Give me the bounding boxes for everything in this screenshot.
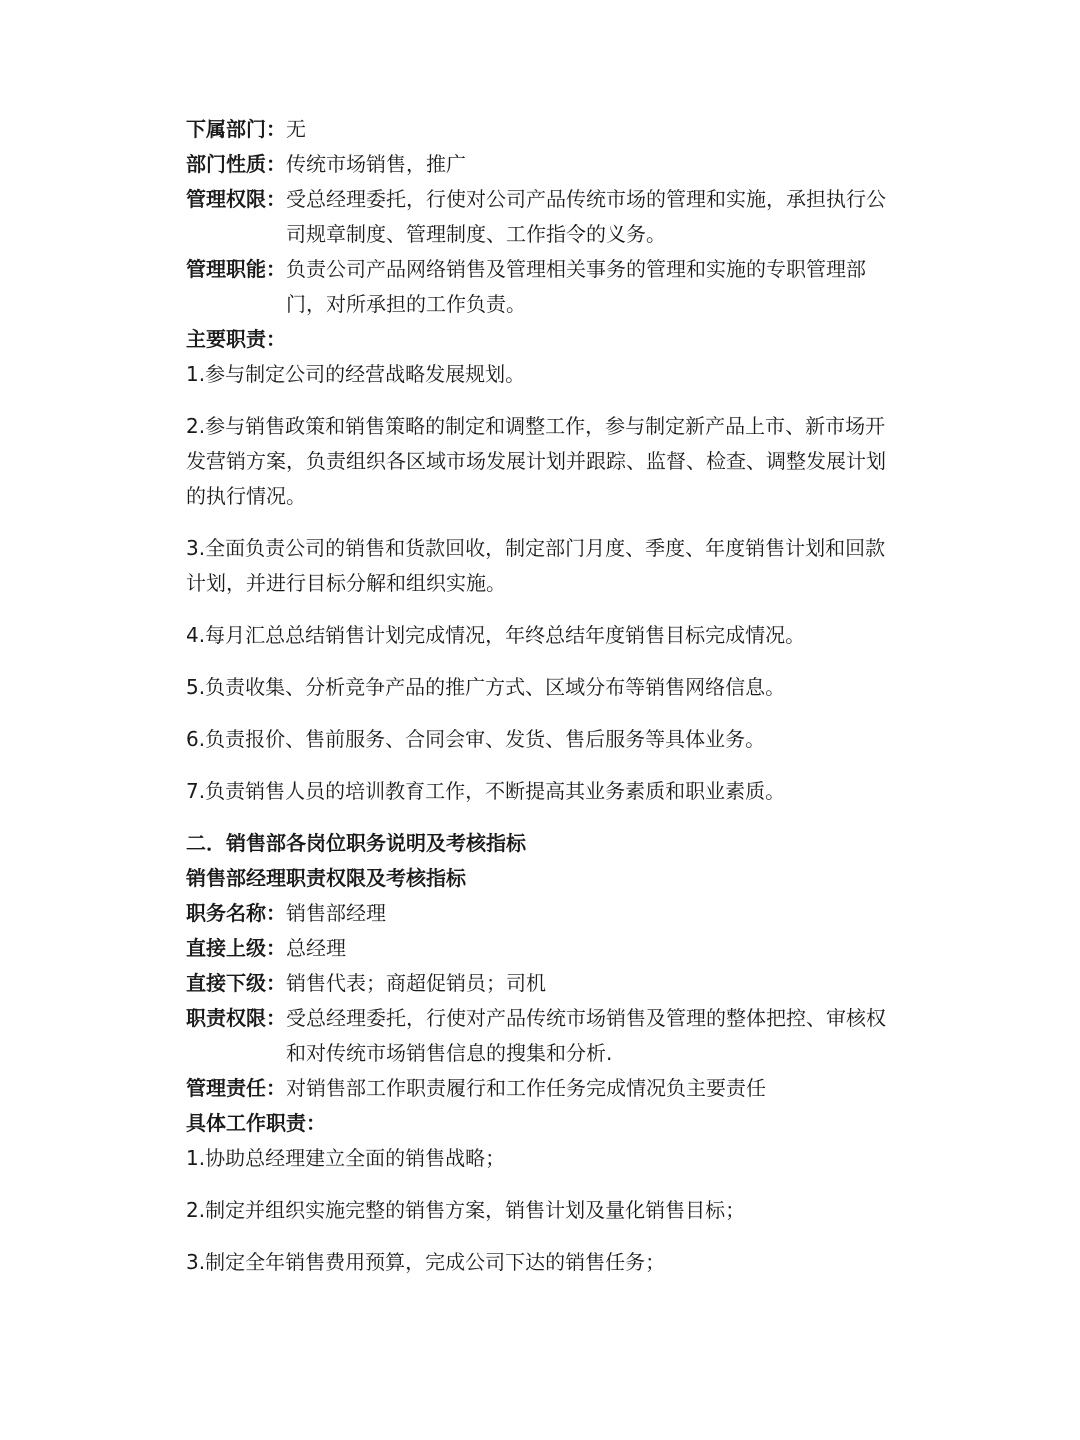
- job-field-title: [186, 896, 896, 931]
- list-item: 3.全面负责公司的销售和货款回收，制定部门月度、季度、年度销售计划和回款计划，并进行目标分解和组织实施。: [186, 536, 886, 595]
- specific-duties-list: [186, 1141, 896, 1280]
- field-label: 管理责任：: [186, 1076, 286, 1100]
- field-label: 职责权限：: [186, 1006, 286, 1030]
- dept-field-subordinate: [186, 112, 896, 147]
- field-value: 受总经理委托，行使对产品传统市场销售及管理的整体把控、审核权和对传统市场销售信息的搜集和分析.: [286, 1006, 886, 1065]
- field-value: 负责公司产品网络销售及管理相关事务的管理和实施的专职管理部门，对所承担的工作负责。: [286, 257, 866, 316]
- job-field-responsibility: [186, 1071, 896, 1106]
- list-item: 7.负责销售人员的培训教育工作，不断提高其业务素质和职业素质。: [186, 779, 786, 803]
- section-title: 二．销售部各岗位职务说明及考核指标: [186, 831, 526, 855]
- field-value: 受总经理委托，行使对公司产品传统市场的管理和实施，承担执行公司规章制度、管理制度、工作指令的义务。: [286, 187, 886, 246]
- dept-field-authority: [186, 182, 896, 252]
- list-item: 5.负责收集、分析竞争产品的推广方式、区域分布等销售网络信息。: [186, 675, 786, 699]
- field-value: 对销售部工作职责履行和工作任务完成情况负主要责任: [286, 1076, 766, 1100]
- field-label: 直接上级：: [186, 936, 286, 960]
- main-duties-list: [186, 357, 896, 809]
- list-item: 4.每月汇总总结销售计划完成情况，年终总结年度销售目标完成情况。: [186, 623, 806, 647]
- field-label: 管理职能：: [186, 257, 286, 281]
- field-label: 直接下级：: [186, 971, 286, 995]
- field-label: 部门性质：: [186, 152, 286, 176]
- section-subtitle: 销售部经理职责权限及考核指标: [186, 866, 466, 890]
- dept-field-function: [186, 252, 896, 322]
- job-field-authority: [186, 1001, 896, 1071]
- main-duties-heading: 主要职责：: [186, 327, 286, 351]
- document-page: [186, 112, 896, 1297]
- field-value: 总经理: [286, 936, 346, 960]
- list-item: 6.负责报价、售前服务、合同会审、发货、售后服务等具体业务。: [186, 727, 766, 751]
- list-item: 2.制定并组织实施完整的销售方案，销售计划及量化销售目标；: [186, 1198, 746, 1222]
- job-field-subordinates: [186, 966, 896, 1001]
- field-label: 下属部门：: [186, 117, 286, 141]
- field-label: 职务名称：: [186, 901, 286, 925]
- job-field-superior: [186, 931, 896, 966]
- list-item: 2.参与销售政策和销售策略的制定和调整工作，参与制定新产品上市、新市场开发营销方案，负责组织各区域市场发展计划并跟踪、监督、检查、调整发展计划的执行情况。: [186, 414, 886, 508]
- field-value: 销售部经理: [286, 901, 386, 925]
- specific-duties-heading: 具体工作职责：: [186, 1111, 326, 1135]
- list-item: 3.制定全年销售费用预算，完成公司下达的销售任务；: [186, 1250, 666, 1274]
- field-value: 销售代表；商超促销员；司机: [286, 971, 546, 995]
- field-label: 管理权限：: [186, 187, 286, 211]
- list-item: 1.参与制定公司的经营战略发展规划。: [186, 362, 526, 386]
- dept-field-nature: [186, 147, 896, 182]
- field-value: 无: [286, 117, 306, 141]
- list-item: 1.协助总经理建立全面的销售战略；: [186, 1146, 506, 1170]
- field-value: 传统市场销售，推广: [286, 152, 466, 176]
